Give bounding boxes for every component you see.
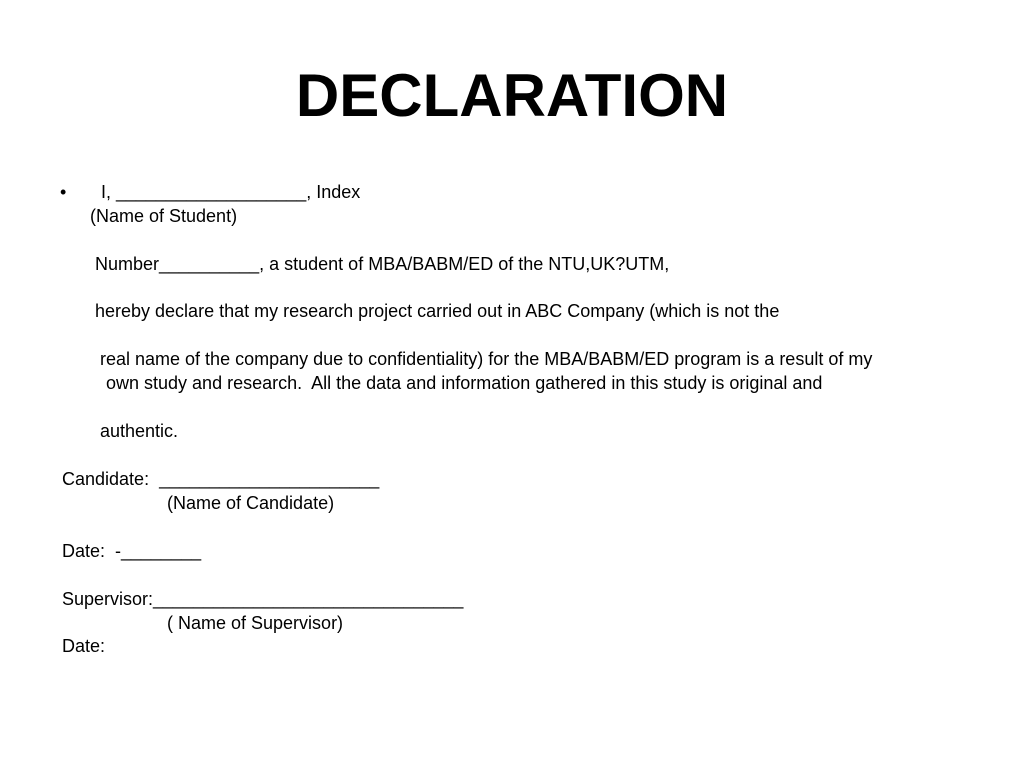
candidate-name-hint: (Name of Candidate): [167, 493, 335, 513]
declaration-line-2: real name of the company due to confidentiality) for the MBA/BABM/ED program is a result of my: [100, 349, 873, 369]
supervisor-name-hint: ( Name of Supervisor): [167, 613, 344, 633]
supervisor-date-line: Date:: [62, 636, 106, 656]
student-name-line: I, ___________________, Index: [101, 182, 361, 202]
candidate-date-line: Date: -________: [62, 541, 202, 561]
supervisor-signature-line: Supervisor:_______________________________: [62, 589, 464, 609]
declaration-line-3: own study and research. All the data and information gathered in this study is original and: [106, 373, 823, 393]
declaration-line-1: hereby declare that my research project carried out in ABC Company (which is not the: [95, 301, 780, 321]
student-name-hint: (Name of Student): [90, 206, 238, 226]
page-title: DECLARATION: [295, 62, 729, 129]
candidate-signature-line: Candidate: ______________________: [62, 469, 380, 489]
index-number-line: Number__________, a student of MBA/BABM/ED of the NTU,UK?UTM,: [95, 254, 670, 274]
bullet-marker: •: [60, 182, 67, 202]
declaration-line-4: authentic.: [100, 421, 179, 441]
